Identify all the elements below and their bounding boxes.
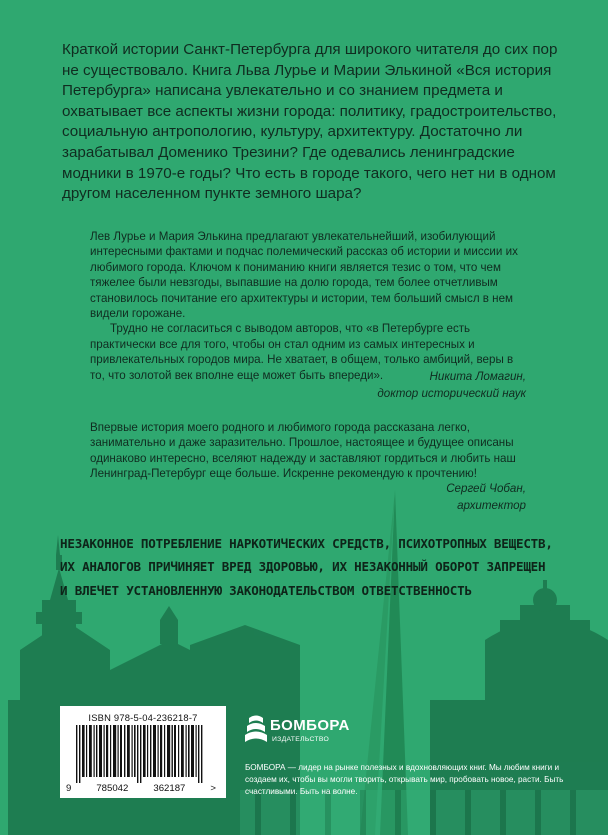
isbn-barcode: [60, 706, 226, 798]
publisher-tagline: БОМБОРА — лидер на рынке полезных и вдохновляющих книг. Мы любим книги и создаем их, чтобы вы могли творить, открывать мир, пробовать новое, расти. Быть счастливыми. Быть на волне.: [245, 763, 564, 797]
barcode-digits: [66, 783, 220, 794]
wave-stack-icon: [245, 714, 267, 748]
review-choban: [90, 420, 530, 482]
reviewer-role: архитектор: [457, 498, 526, 512]
review-paragraph: Впервые история моего родного и любимого города рассказана легко, занимательно и даже заразительно. Прошлое, настоящее и будущее описаны одинаково интересно, вселяют надежду и заставляют гордиться и любить наш Ленинград-Петербург еще больше. Искренне рекомендую к прочтению!: [90, 421, 516, 481]
reviewer-name: Никита Ломагин,: [429, 370, 526, 383]
barcode-lead-digit: 9: [66, 783, 72, 794]
barcode-bars: [70, 725, 220, 783]
barcode-group: 362187: [153, 783, 186, 794]
review-attribution: [446, 481, 526, 514]
barcode-group: 785042: [96, 783, 129, 794]
review-paragraph: Трудно не согласиться с выводом авторов, что «в Петербурге есть практически все для того, чтобы он стал одним из самых интересных и привлекательных городов мира. Не хватает, в общем, только амбиций, веры в то, что золотой век вполне еще может быть впереди».: [90, 322, 514, 382]
review-lomagin: [90, 229, 530, 383]
legal-warning: НЕЗАКОННОЕ ПОТРЕБЛЕНИЕ НАРКОТИЧЕСКИХ СРЕДСТВ, ПСИХОТРОПНЫХ ВЕЩЕСТВ, ИХ АНАЛОГОВ ПРИЧИНЯЕТ ВРЕД ЗДОРОВЬЮ, ИХ НЕЗАКОННЫЙ ОБОРОТ ЗАПРЕЩЕН И ВЛЕЧЕТ УСТАНОВЛЕННУЮ ЗАКОНОДАТЕЛЬСТВОМ ОТВЕТСТВЕННОСТЬ: [60, 537, 553, 599]
barcode-trail: >: [210, 783, 216, 794]
publisher-name: БОМБОРА: [270, 717, 350, 734]
publisher-logo: [245, 714, 350, 754]
review-attribution: [377, 369, 526, 402]
isbn-number: ISBN 978-5-04-236218-7: [88, 712, 198, 723]
reviewer-role: доктор исторический наук: [377, 386, 526, 400]
reviewer-name: Сергей Чобан,: [446, 482, 526, 495]
publisher-subtitle: ИЗДАТЕЛЬСТВО: [272, 736, 330, 743]
review-paragraph: Лев Лурье и Мария Элькина предлагают увлекательнейший, изобилующий интересными фактами и подчас полемический рассказ об истории и миссии их любимого города. Ключом к пониманию книги является тезис о том, что чем тяжелее были невзгоды, выпавшие на долю города, тем более отчетливым становилось почитание его архитектуры и истории, тем больший смысл в нем видели горожане.: [90, 230, 518, 321]
book-description: Краткой истории Санкт-Петербурга для широкого читателя до сих пор не существовало. Книга Льва Лурье и Марии Элькиной «Вся история Петербурга» написана увлекательно и со знанием предмета и охватывает все аспекты жизни города: политику, градостроительство, социальную антропологию, культуру, архитектуру. Достаточно ли зарабатывал Доменико Трезини? Где одевались ленинградские модники в 1970-е годы? Что есть в городе такого, чего нет ни в одном другом населенном пункте земного шара?: [62, 41, 558, 203]
